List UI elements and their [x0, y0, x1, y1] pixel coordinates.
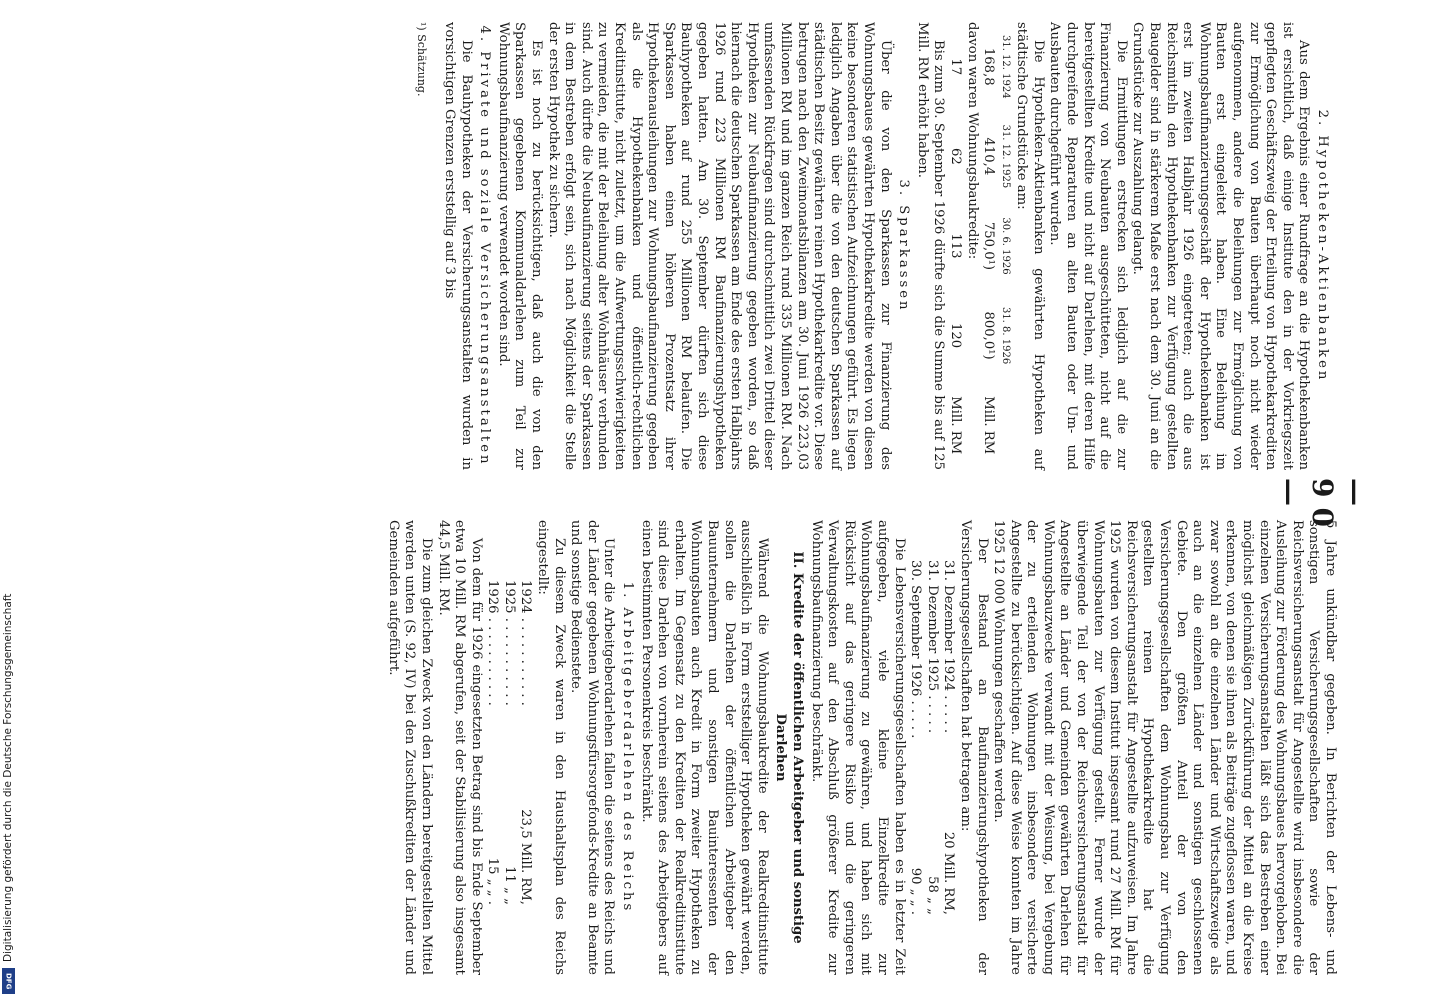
hypothek-table-head: 31. 12. 1924 31. 12. 1925 30. 6. 1926 31. 8. 1926 [999, 34, 1011, 365]
paragraph-insurance: 5 Jahre unkündbar gegeben. In Berichten der Lebens- und sonstigen Versicherungsgesellschaften sowie der Reichsversicherungsanstalt für Angestellte wird insbesondere die Ausleihung zur Förderung des Wohnungsbaues hervorgehoben. Bei einzelnen Versicherungsanstalten läßt sich das Bestreben einer möglichst gleichmäßigen Zurückführung der Mittel an die Kreise erkennen, von denen sie ihnen als Beiträge zugeflossen waren, und zwar sowohl an die einzelnen Länder und Wirtschaftszweige als auch an die einzelnen Länder und sonstigen geschlossenen Gebiete. Den größten Anteil der von den Versicherungsgesellschaften dem Wohnungsbau zur Verfügung gestellten reinen Hypothekarkredite hat die Reichsversicherungsanstalt für Angestellte aufzuweisen. Im Jahre 1925 wurden von diesem Institut insgesamt rund 27 Mill. RM für Wohnungsbauten zur Verfügung gestellt. Ferner wurde der überwiegende Teil der von der Reichsversicherungsanstalt für Angestellte an Länder und Gemeinden gewährten Darlehen für Wohnungsbauzwecke verwandt mit der Weisung, bei Vergebung der zu erteilenden Wohnungen insbesondere versicherte Angestellte zu berücksichtigen. Auf diese Weise konnten im Jahre 1925 12 000 Wohnungen geschaffen werden. [991, 520, 1338, 975]
wohnungsbau-table-values: 17 62 113 120 Mill. RM [947, 58, 963, 455]
reich-row: 1926 . . . . . . . . . . . 15 „ „ . [485, 580, 501, 905]
reich-row: 1925 . . . . . . . . . . . 11 „ „ [501, 580, 517, 905]
paragraph-2c: Die Hypotheken-Aktienbanken gewährten Hypotheken auf städtische Grundstücke am: [1014, 22, 1046, 470]
section-heading-3: 3. Sparkassen [896, 179, 912, 313]
section-heading-II: II. Kredite der öffentlichen Arbeitgeber und sonstige Darlehen [773, 551, 805, 944]
bestand-row: 31. Dezember 1925 . . . . . 58 „ „ [924, 560, 940, 915]
paragraph-3b: Es ist noch zu berücksichtigen, daß auch die von den Sparkassen gegebenen Kommunaldarlehen zum Teil zur Wohnungsbaufinanzierung verwendet worden sind. [495, 22, 545, 470]
paragraph-2: Aus dem Ergebnis einer Rundfrage an die Hypothekenbanken ist ersichtlich, daß einige Institute den in der Vorkriegszeit gepflegten Geschäftszweig der Erteilung von Hypothekarkrediten zur Ermöglichung von Bauten überhaupt noch nicht wieder aufgenommen, andere die Beleihungen zur Ermöglichung von Bauten erst eingeleitet haben. Eine Beleihung im Wohnungsbaufinanzierungsgeschäft der Hypothekenbanken ist erst im zweiten Halbjahr 1926 eingetreten; auch die aus Reichsmitteln den Hypothekenbanken zur Verfügung gestellten Baugelder sind in stärkerem Maße erst nach dem 30. Juni an die Grundstücke zur Auszahlung gelangt. [1130, 22, 1312, 470]
right-text-column [412, 22, 1332, 470]
paragraph-1d: Die zum gleichen Zweck von den Ländern bereitgestellten Mittel werden unten (S. 92, IV) bei den Zuschußkrediten der Länder und Gemeinden aufgeführt. [385, 520, 434, 975]
section-heading-1: 1. Arbeitgeberdarlehen des Reichs [620, 581, 636, 914]
page-number: — 90 — [1273, 478, 1372, 537]
paragraph-bestand: Der Bestand an Baufinanzierungshypotheken der Versicherungsgesellschaften hat betragen am: [957, 520, 990, 975]
section-heading-4: 4. Private und soziale Versicherungsanstalten [477, 25, 493, 467]
left-text-column [384, 520, 1338, 975]
hypothek-table-values: 168,8 410,4 750,0¹) 800,0¹) Mill. RM [981, 47, 997, 455]
paragraph-1: Unter die Arbeitgeberdarlehen fallen die seitens des Reichs und der Länder gegebenen Wohnungsfürsorgefonds-Kredite an Beamte und sonstige Bedienstete. [568, 520, 617, 975]
paragraph-1b: Zu diesem Zweck waren in den Haushaltsplan des Reichs eingestellt: [535, 520, 567, 975]
reich-row: 1924 . . . . . . . . . . . 23,5 Mill. RM, [518, 580, 534, 905]
paragraph-2d: davon waren Wohnungsbaukredite: [964, 22, 980, 260]
bestand-row: 30. September 1926 . . . . . 90 „ „ . [908, 560, 924, 915]
bestand-list [907, 520, 957, 975]
bestand-row: 31. Dezember 1924 . . . . . 20 Mill. RM, [941, 560, 957, 915]
paragraph-2b: Die Ermittlungen erstrecken sich lediglich auf die zur Finanzierung von Neubauten ausgeschütteten, nicht auf die bereitgestellten Kredite und nicht auf Darlehen, mit deren Hilfe durchgreifende Reparaturen an alten Bauten oder Um- und Ausbauten durchgeführt wurden. [1047, 22, 1129, 470]
dfg-logo: DFG [2, 968, 15, 994]
paragraph-4: Die Bauhypotheken der Versicherungsanstalten wurden in vorsichtigen Grenzen erststellig auf 3 bis [442, 22, 474, 470]
paragraph-3: Über die von den Sparkassen zur Finanzierung des Wohnungsbaues gewährten Hypothekarkredite werden von diesen keine besonderen statistischen Aufzeichnungen geführt. Es liegen lediglich Angaben über die von den deutschen Sparkassen auf städtischen Besitz gewährten reinen Hypothekarkredite vor. Diese betrugen nach den Zweimonatsbilanzen am 30. Juni 1926 223,03 Millionen RM und im ganzen Reich rund 335 Millionen RM. Nach umfassenden Rückfragen sind durchschnittlich zwei Drittel dieser Hypotheken zur Neubaufinanzierung gegeben worden, so daß hiernach die deutschen Sparkassen am Ende des ersten Halbjahrs 1926 rund 223 Millionen RM Baufinanzierungshypotheken gegeben hatten. Am 30. September dürften sich diese Bauhypotheken auf rund 255 Millionen RM belaufen. Die Sparkassen haben einen höheren Prozentsatz ihrer Hypothekenausleihungen zur Wohnungsbaufinanzierung gegeben als die Hypothekenbanken und öffentlich-rechtlichen Kreditinstitute, nicht zuletzt, um die Aufwertungsschwierigkeiten zu vermeiden, die mit der Beleihung alter Wohnhäuser verbunden sind. Auch dürfte die Neubaufinanzierung seitens der Sparkassen in dem Bestreben erfolgt sein, sich nach Möglichkeit die Stelle der ersten Hypothek zu sichern. [545, 22, 893, 470]
footnote: ¹) Schätzung. [414, 22, 428, 97]
paragraph-2e: Bis zum 30. September 1926 dürfte sich die Summe bis auf 125 Mill. RM erhöht haben. [914, 22, 947, 470]
digitization-credit: Digitalisierung gefördert durch die Deutsche Forschungsgemeinschaft [2, 593, 14, 962]
paragraph-1c: Von dem für 1926 eingesetzten Betrag sind bis Ende September etwa 10 Mill. RM abgerufen, seit der Stabilisierung also insgesamt 44,5 Mill. RM. [435, 520, 484, 975]
reich-list [484, 520, 534, 975]
paragraph-II: Während die Wohnungsbaukredite der Realkreditinstitute ausschließlich in Form erststelliger Hypotheken gewährt werden, sollen die Darlehen der öffentlichen Arbeitgeber den Bauunternehmern und sonstigen Bauinteressenten der Wohnungsbauten auch Kredit in Form zweiter Hypotheken zu erhalten. Im Gegensatz zu den Krediten der Realkreditinstitute sind diese Darlehen von vornherein seitens des Arbeitgebers auf einen bestimmten Personenkreis beschränkt. [638, 520, 770, 975]
section-heading-2: 2. Hypotheken-Aktienbanken [1315, 109, 1330, 383]
paragraph-lebensversicherung: Die Lebensversicherungsgesellschaften haben es in letzter Zeit aufgegeben, viele kleine Einzelkredite zur Wohnungsbaufinanzierung zu gewähren, und haben sich mit Rücksicht auf das geringere Risiko und die geringeren Verwaltungskosten auf den Abschluß größerer Kredite zur Wohnungsbaufinanzierung beschränkt. [808, 520, 907, 975]
